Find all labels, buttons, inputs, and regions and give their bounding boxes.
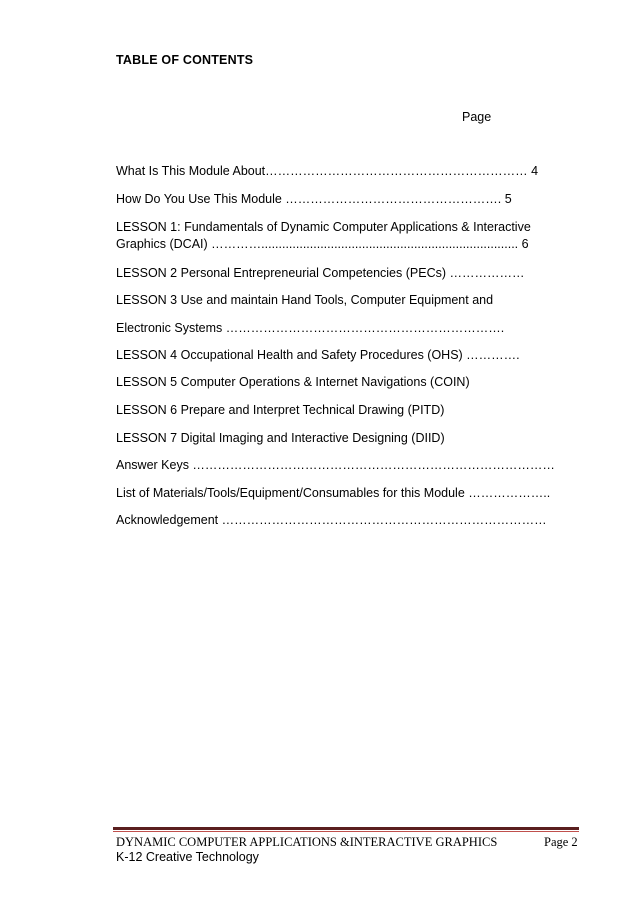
page-column-label: Page bbox=[462, 110, 492, 124]
toc-entry-lesson-5: LESSON 5 Computer Operations & Internet Navigations (COIN) bbox=[116, 375, 470, 389]
toc-entry-how-to-use: How Do You Use This Module ……………………………………………. 5 bbox=[116, 192, 512, 206]
footer-title: DYNAMIC COMPUTER APPLICATIONS &INTERACTIVE GRAPHICS bbox=[116, 835, 498, 849]
toc-entry-lesson-7: LESSON 7 Digital Imaging and Interactive Designing (DIID) bbox=[116, 431, 445, 445]
footer-page-number: Page 2 bbox=[544, 835, 578, 849]
footer-divider bbox=[113, 827, 579, 830]
toc-entry-module-about: What Is This Module About……………………………………………………… 4 bbox=[116, 164, 539, 178]
toc-entry-lesson-3: LESSON 3 Use and maintain Hand Tools, Computer Equipment and bbox=[116, 293, 494, 307]
toc-entry-lesson-1-cont: Graphics (DCAI) ………….......................................................................... 6 bbox=[116, 237, 529, 251]
toc-heading: TABLE OF CONTENTS bbox=[116, 53, 254, 67]
toc-entry-lesson-6: LESSON 6 Prepare and Interpret Technical Drawing (PITD) bbox=[116, 403, 445, 417]
footer-subtitle: K-12 Creative Technology bbox=[116, 850, 259, 864]
toc-entry-lesson-1: LESSON 1: Fundamentals of Dynamic Computer Applications & Interactive bbox=[116, 220, 531, 234]
toc-entry-acknowledgement: Acknowledgement …………………………………………………………………… bbox=[116, 513, 547, 527]
toc-entry-lesson-4: LESSON 4 Occupational Health and Safety Procedures (OHS) …………. bbox=[116, 348, 520, 362]
footer-divider-accent bbox=[113, 831, 579, 832]
toc-entry-materials: List of Materials/Tools/Equipment/Consumables for this Module ……………….. bbox=[116, 486, 551, 500]
toc-entry-lesson-3-cont: Electronic Systems …………………………………………………………. bbox=[116, 321, 505, 335]
toc-entry-answer-keys: Answer Keys …………………………………………………………………………… bbox=[116, 458, 555, 472]
toc-entry-lesson-2: LESSON 2 Personal Entrepreneurial Competencies (PECs) ……………… bbox=[116, 266, 525, 280]
